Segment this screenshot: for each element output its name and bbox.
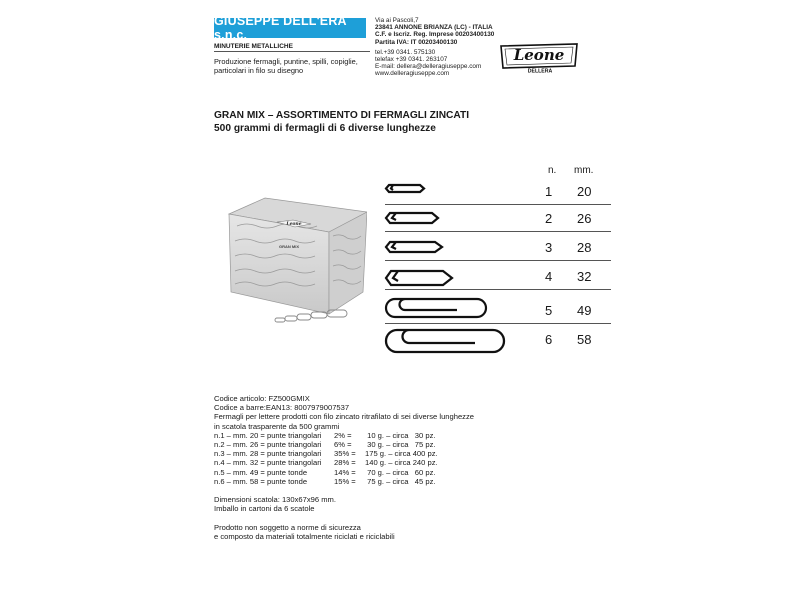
product-title [214, 110, 469, 135]
spec-row: n.6 – mm. 58 = punte tonde 15% = 75 g. – circa 45 pz. [214, 476, 436, 486]
company-subtitle: MINUTERIE METALLICHE [214, 43, 293, 50]
spec-row: n.5 – mm. 49 = punte tonde 14% = 70 g. – circa 60 pz. [214, 467, 436, 477]
header-divider [214, 51, 370, 52]
title-line-1: GRAN MIX – ASSORTIMENTO DI FERMAGLI ZINCATI [214, 110, 470, 121]
fax-line: telefax +39 0341. 263107 [375, 56, 448, 64]
address-line-2: 23841 ANNONE BRIANZA (LC) - ITALIA [375, 24, 493, 32]
table-row [385, 326, 611, 352]
table-row [385, 234, 611, 261]
spec-row: n.2 – mm. 26 = punte triangolari 6% = 30 g. – circa 75 pz. [214, 440, 436, 450]
title-line-2: 500 grammi di fermagli di 6 diverse lunghezze [214, 122, 436, 134]
barcode: Codice a barre:EAN13: 8007979007537 [214, 403, 350, 413]
table-row [385, 263, 611, 290]
paperclip-icon [385, 205, 445, 231]
clip-number: 5 [545, 303, 553, 318]
clip-number: 3 [545, 240, 553, 255]
clip-length: 20 [577, 184, 592, 199]
company-name: GIUSEPPE DELL'ERA s.n.c. [214, 18, 366, 38]
product-box-image [227, 196, 367, 342]
description-line-2: in scatola trasparente da 500 grammi [214, 421, 340, 431]
clip-length: 49 [577, 303, 592, 318]
paperclip-icon [385, 234, 445, 260]
company-description: Produzione fermagli, puntine, spilli, copiglie, particolari in filo su disegno [214, 57, 358, 75]
photo-box-label: GRAN MIX [279, 244, 299, 249]
address-line-1: Via ai Pascoli,7 [375, 17, 419, 24]
email-line: E-mail: dellera@delleragiuseppe.com [375, 63, 482, 71]
clip-number: 2 [545, 211, 553, 226]
column-header-mm: mm. [574, 165, 594, 176]
vat-line: Partita IVA: IT 00203400130 [375, 38, 458, 46]
safety-note-2: e composto da materiali totalmente riciclati e riciclabili [214, 532, 395, 542]
registry-line: C.F. e Iscriz. Reg. Imprese 00203400130 [375, 31, 495, 39]
table-row [385, 178, 611, 205]
photo-box-logo: Leone [286, 222, 302, 227]
leone-logo [497, 42, 581, 74]
paperclip-icon [385, 263, 460, 293]
table-row [385, 205, 611, 232]
packing-info: Imballo in cartoni da 6 scatole [214, 504, 315, 514]
paperclip-icon [385, 178, 435, 204]
product-description [214, 394, 474, 541]
spec-row: n.3 – mm. 28 = punte triangolari 35% = 175 g. – circa 400 pz. [214, 449, 438, 459]
safety-note-1: Prodotto non soggetto a norme di sicurezza [214, 522, 361, 532]
clip-length: 58 [577, 332, 592, 347]
spec-row: n.1 – mm. 20 = punte triangolari 2% = 10 g. – circa 30 pz. [214, 430, 436, 440]
logo-brand: Leone [513, 46, 565, 64]
column-header-n: n. [548, 165, 557, 176]
clip-length: 28 [577, 240, 592, 255]
tel-line: tel.+39 0341. 575130 [375, 48, 436, 56]
spec-row: n.4 – mm. 32 = punte triangolari 28% = 140 g. – circa 240 pz. [214, 458, 438, 468]
clip-length: 26 [577, 211, 592, 226]
logo-sub: DELLERA [527, 68, 553, 74]
web-line: www.delleragiuseppe.com [375, 70, 450, 78]
article-code: Codice articolo: FZ500GMIX [214, 394, 310, 403]
clip-number: 1 [545, 184, 553, 199]
paperclip-icon [385, 326, 510, 356]
description-line-1: Fermagli per lettere prodotti con filo zincato ritrafilato di sei diverse lunghezze [214, 412, 475, 422]
clip-number: 4 [545, 269, 553, 284]
paperclip-icon [385, 297, 495, 323]
contact-block [375, 17, 494, 78]
table-row [385, 297, 611, 324]
clip-length: 32 [577, 269, 592, 284]
box-dimensions: Dimensioni scatola: 130x67x96 mm. [214, 495, 336, 505]
clip-number: 6 [545, 332, 553, 347]
